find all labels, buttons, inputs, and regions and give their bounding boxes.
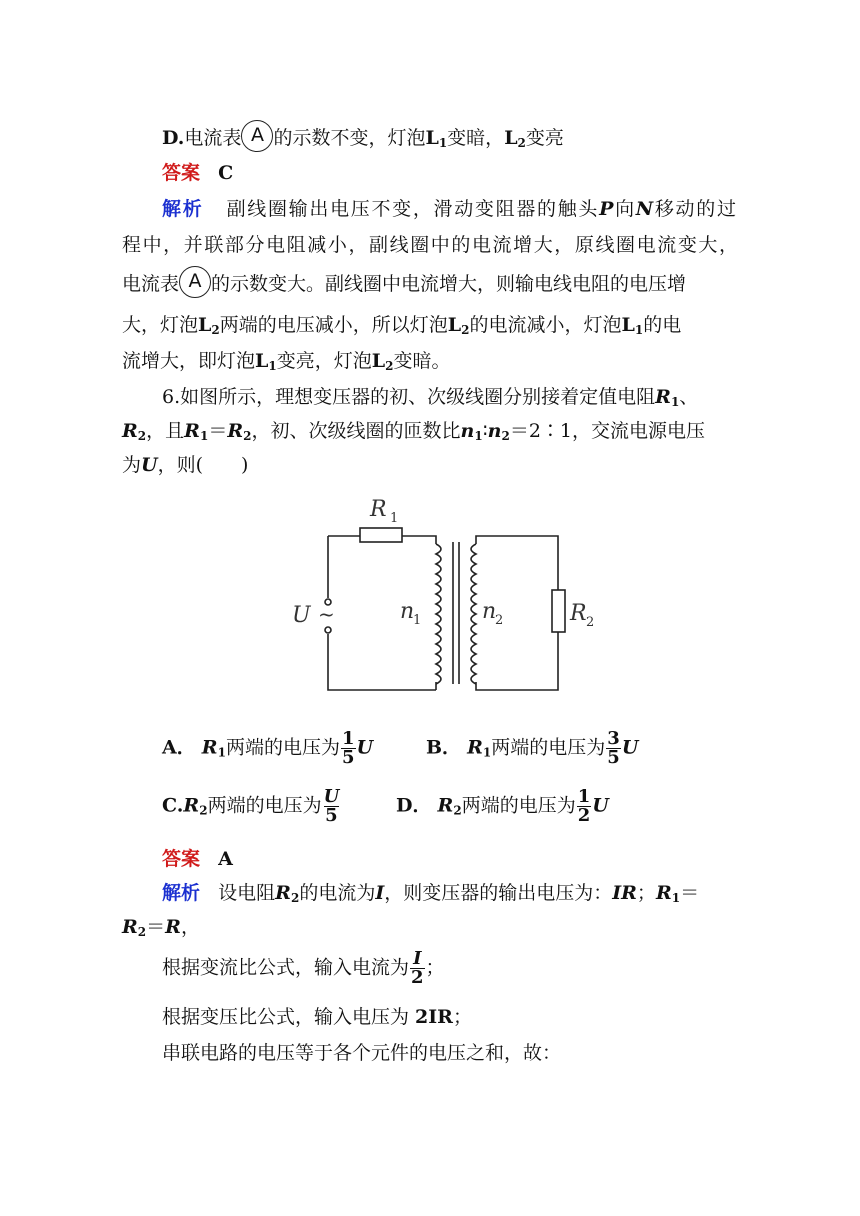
fraction-i-half: $\frac{I}{2}$ [411,948,424,988]
answer: 答案 A [162,848,233,870]
n1-label: n [400,599,415,624]
secondary-coil [471,544,476,684]
analysis-line2: $R_2=R$， [122,916,200,939]
svg-text:2: 2 [586,615,595,630]
analysis-prev-line4: 大，灯泡$L_2$两端的电压减小，所以灯泡$L_2$的电流减小，灯泡$L_1$的电 [122,314,682,337]
analysis-line5: 串联电路的电压等于各个元件的电压之和，故： [162,1042,562,1064]
n2-label: n [482,599,497,624]
terminal-bottom [325,627,331,633]
u-label: U [292,603,311,628]
answer-prev: 答案 C [162,162,234,184]
option-d-prev: D.电流表 A 的示数不变，灯泡$L_1$变暗，$L_2$变亮 [162,120,564,152]
fraction-u-fifth: $\frac{U}{5}$ [323,786,340,826]
primary-coil [436,544,441,684]
option-d: D． $R_2$两端的电压为 $\frac{1}{2}$ U [396,786,609,826]
analysis-prev-line3: 电流表 A 的示数变大。副线圈中电流增大，则输电线电阻的电压增 [122,266,686,298]
ammeter-icon: A [241,120,273,152]
ammeter-icon: A [179,266,211,298]
option-c: $C.R_2$两端的电压为 $\frac{U}{5}$ [162,786,340,826]
r1-resistor [360,528,402,542]
r2-resistor [552,590,565,632]
option-a: A． $R_1$两端的电压为 $\frac{1}{5}$ U [162,728,374,768]
question-line1: 6.如图所示，理想变压器的初、次级线圈分别接着定值电阻$R_1$、 [162,386,699,409]
question-line3: 为U，则( ) [122,454,249,476]
fraction-one-half: $\frac{1}{2}$ [577,786,591,826]
svg-text:1: 1 [390,511,399,526]
svg-text:2: 2 [495,613,504,628]
transformer-circuit-diagram [272,478,595,718]
question-line2: $R_2$，且$R_1=R_2$，初、次级线圈的匝数比$n_1∶n_2=2∶1$，交流电源电压 [122,420,706,443]
option-b: B． $R_1$两端的电压为 $\frac{3}{5}$ U [426,728,639,768]
svg-text:1: 1 [413,613,422,628]
r2-label: R [570,601,587,626]
ac-tilde: ~ [318,602,335,626]
fraction-three-fifths: $\frac{3}{5}$ [607,728,620,768]
analysis-prev-line5: 流增大，即灯泡$L_1$变亮，灯泡$L_2$变暗。 [122,350,451,373]
analysis-prev-line1: 解析 副线圈输出电压不变，滑动变阻器的触头P向N移动的过 [162,198,736,220]
r1-label: R [370,497,387,522]
analysis-line4: 根据变压比公式，输入电压为 2IR； [162,1006,472,1028]
analysis-line3: 根据变流比公式，输入电流为 $\frac{I}{2}$ ； [162,948,445,988]
fraction-one-fifth: $\frac{1}{5}$ [341,728,355,768]
analysis-line1: 解析 设电阻$R_2$的电流为I，则变压器的输出电压为：IR；$R_1=$ [162,882,700,905]
analysis-prev-line2: 程中，并联部分电阻减小，副线圈中的电流增大，原线圈电流变大， [122,234,738,256]
